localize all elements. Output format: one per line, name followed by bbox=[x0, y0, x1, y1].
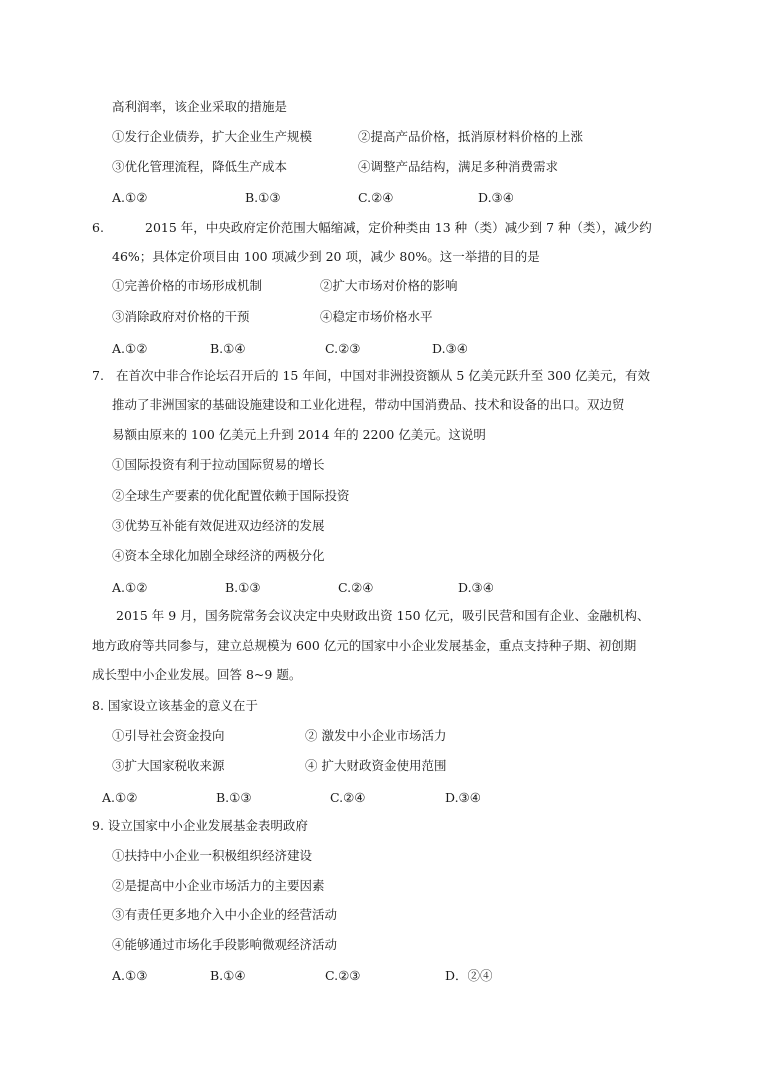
q5-option-3: ③优化管理流程，降低生产成本 bbox=[112, 159, 288, 174]
q7-choice-a: A.①② bbox=[112, 580, 148, 595]
q5-choice-d: D.③④ bbox=[478, 190, 514, 205]
q5-choice-c: C.②④ bbox=[358, 190, 394, 205]
q6-choice-d: D.③④ bbox=[432, 341, 468, 356]
q7-stem-line-2: 推动了非洲国家的基础设施建设和工业化进程，带动中国消费品、技术和设备的出口。双边贸 bbox=[112, 397, 625, 412]
material-line-3: 成长型中小企业发展。回答 8~9 题。 bbox=[92, 667, 302, 682]
q7-option-3: ③优势互补能有效促进双边经济的发展 bbox=[112, 518, 325, 533]
material-line-1: 2015 年 9 月，国务院常务会议决定中央财政出资 150 亿元，吸引民营和国有企业、金融机构、 bbox=[116, 608, 650, 623]
q7-stem-line-3: 易额由原来的 100 亿美元上升到 2014 年的 2200 亿美元。这说明 bbox=[112, 427, 486, 442]
q7-option-1: ①国际投资有利于拉动国际贸易的增长 bbox=[112, 457, 325, 472]
q8-option-3: ③扩大国家税收来源 bbox=[112, 758, 225, 773]
q9-choice-a: A.①③ bbox=[112, 968, 148, 983]
q6-choice-a: A.①② bbox=[112, 341, 148, 356]
q7-number: 7. bbox=[92, 368, 104, 383]
q9-stem: 9. 设立国家中小企业发展基金表明政府 bbox=[92, 818, 308, 833]
q9-choice-d: D．②④ bbox=[445, 968, 493, 983]
q7-choice-b: B.①③ bbox=[225, 580, 261, 595]
q5-choice-a: A.①② bbox=[112, 190, 148, 205]
q8-option-1: ①引导社会资金投向 bbox=[112, 728, 225, 743]
q6-stem-line-2: 46%；具体定价项目由 100 项减少到 20 项，减少 80%。这一举措的目的是 bbox=[112, 249, 540, 264]
q9-option-1: ①扶持中小企业一积极组织经济建设 bbox=[112, 848, 313, 863]
q8-option-4: ④ 扩大财政资金使用范围 bbox=[305, 758, 447, 773]
q5-option-2: ②提高产品价格，抵消原材料价格的上涨 bbox=[358, 129, 584, 144]
q6-choice-b: B.①④ bbox=[210, 341, 246, 356]
material-line-2: 地方政府等共同参与，建立总规模为 600 亿元的国家中小企业发展基金，重点支持种子期、初创期 bbox=[92, 638, 637, 653]
q6-option-2: ②扩大市场对价格的影响 bbox=[320, 278, 458, 293]
q9-choice-c: C.②③ bbox=[325, 968, 361, 983]
q5-option-1: ①发行企业债券，扩大企业生产规模 bbox=[112, 129, 313, 144]
q7-option-2: ②全球生产要素的优化配置依赖于国际投资 bbox=[112, 488, 350, 503]
q8-choice-d: D.③④ bbox=[445, 790, 481, 805]
q8-choice-a: A.①② bbox=[102, 790, 138, 805]
q8-option-2: ② 激发中小企业市场活力 bbox=[305, 728, 447, 743]
q5-stem-end: 高利润率，该企业采取的措施是 bbox=[112, 99, 288, 114]
q6-option-4: ④稳定市场价格水平 bbox=[320, 309, 433, 324]
q9-option-3: ③有责任更多地介入中小企业的经营活动 bbox=[112, 907, 338, 922]
q5-option-4: ④调整产品结构，满足多种消费需求 bbox=[358, 159, 559, 174]
q8-choice-c: C.②④ bbox=[330, 790, 366, 805]
q8-stem: 8. 国家设立该基金的意义在于 bbox=[92, 698, 258, 713]
q7-choice-c: C.②④ bbox=[338, 580, 374, 595]
q6-option-3: ③消除政府对价格的干预 bbox=[112, 309, 250, 324]
q7-option-4: ④资本全球化加剧全球经济的两极分化 bbox=[112, 548, 325, 563]
q5-choice-b: B.①③ bbox=[245, 190, 281, 205]
q9-choice-b: B.①④ bbox=[210, 968, 246, 983]
q7-choice-d: D.③④ bbox=[458, 580, 494, 595]
q6-option-1: ①完善价格的市场形成机制 bbox=[112, 278, 263, 293]
q8-choice-b: B.①③ bbox=[216, 790, 252, 805]
q9-option-2: ②是提高中小企业市场活力的主要因素 bbox=[112, 878, 325, 893]
q7-stem-line-1: 在首次中非合作论坛召开后的 15 年间，中国对非洲投资额从 5 亿美元跃升至 300 亿美元，有效 bbox=[116, 368, 651, 383]
q6-number: 6. bbox=[92, 220, 104, 235]
q6-choice-c: C.②③ bbox=[325, 341, 361, 356]
q6-stem-line-1: 2015 年，中央政府定价范围大幅缩减，定价种类由 13 种（类）减少到 7 种（类），减少约 bbox=[145, 220, 652, 235]
q9-option-4: ④能够通过市场化手段影响微观经济活动 bbox=[112, 937, 338, 952]
